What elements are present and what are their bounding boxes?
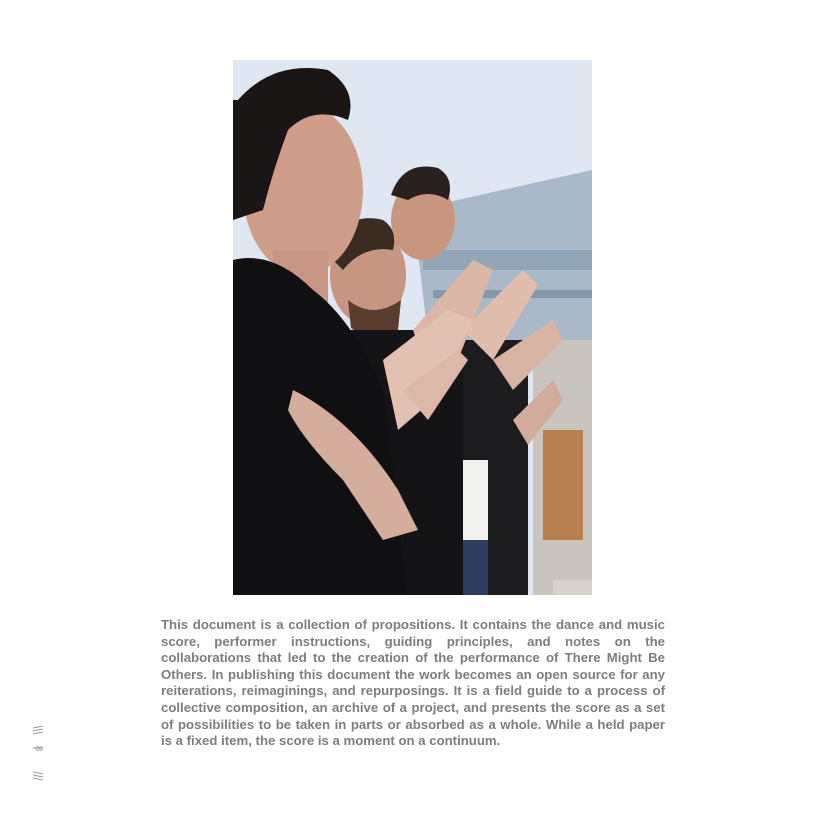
page-marker bbox=[28, 722, 48, 784]
page-number: 8 bbox=[32, 745, 44, 754]
body-paragraph: This document is a collection of propositions. It contains the dance and music score, performer instructions, guiding principles, and notes on the collaborations that led to the creation of the performance of There Might Be Others. In publishing this document the work becomes an open source for any reiterations, reimaginings, and repurposings. It is a field guide to a process of collective composition, an archive of a project, and presents the score as a set of possibilities to be taken in parts or absorbed as a whole. While a held paper is a fixed item, the score is a moment on a continuum. bbox=[161, 617, 665, 749]
performers-clapping-photo bbox=[233, 60, 592, 595]
